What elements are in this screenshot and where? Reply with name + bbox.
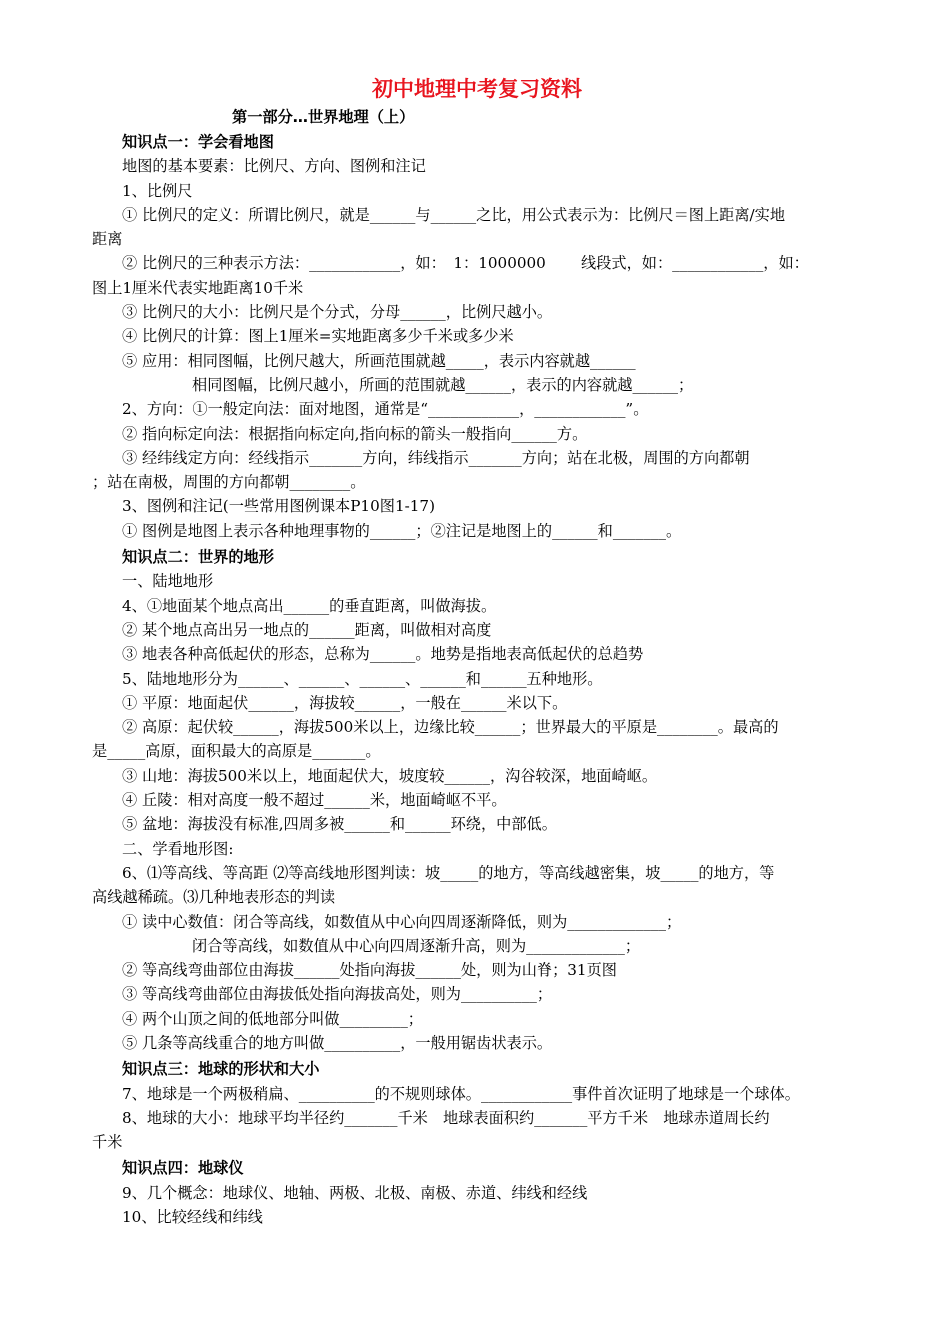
document-body — [92, 130, 862, 1229]
text-line: 1、比例尺 — [122, 181, 193, 200]
text-line: 图上1厘米代表实地距离10千米 — [92, 278, 304, 297]
text-line: 4、①地面某个地点高出______的垂直距离，叫做海拔。 — [122, 596, 497, 615]
text-line: 闭合等高线，如数值从中心向四周逐渐升高，则为_____________； — [192, 936, 641, 955]
text-line: ⑤ 几条等高线重合的地方叫做__________，一般用锯齿状表示。 — [122, 1033, 553, 1052]
text-line: ② 等高线弯曲部位由海拔______处指向海拔______处，则为山脊；31页图 — [122, 961, 617, 980]
text-line: 一、陆地地形 — [122, 572, 214, 591]
text-line: ④ 比例尺的计算：图上1厘米=实地距离多少千米或多少米 — [122, 327, 514, 346]
text-line: ③ 等高线弯曲部位由海拔低处指向海拔高处，则为__________； — [122, 985, 553, 1004]
text-line: 相同图幅，比例尺越小，所画的范围就越______，表示的内容就越______； — [192, 375, 694, 394]
text-line: ② 某个地点高出另一地点的______距离，叫做相对高度 — [122, 620, 492, 639]
text-line: 9、几个概念：地球仪、地轴、两极、北极、南极、赤道、纬线和经线 — [122, 1183, 588, 1202]
text-line: 千米 — [92, 1133, 123, 1152]
text-line: 8、地球的大小：地球平均半径约_______千米 地球表面积约_______平方千米 地球赤道周长约 — [122, 1108, 770, 1127]
text-line: 距离 — [92, 230, 123, 249]
text-line: ① 比例尺的定义：所谓比例尺，就是______与______之比，用公式表示为：比例尺＝图上距离/实地 — [122, 205, 786, 224]
text-line: ④ 两个山顶之间的低地部分叫做_________； — [122, 1009, 423, 1028]
text-line: 高线越稀疏。⑶几种地表形态的判读 — [92, 888, 335, 907]
text-line: 2、方向：①一般定向法：面对地图，通常是“____________，____________”。 — [122, 400, 649, 419]
text-line: 3、图例和注记(一些常用图例课本P10图1-17) — [122, 497, 435, 516]
text-line: 7、地球是一个两极稍扁、__________的不规则球体。____________事件首次证明了地球是一个球体。 — [122, 1084, 800, 1103]
section-heading: 知识点一：学会看地图 — [122, 133, 274, 151]
text-line: ① 读中心数值：闭合等高线，如数值从中心向四周逐渐降低，则为_____________； — [122, 912, 682, 931]
section-heading: 知识点四：地球仪 — [122, 1159, 244, 1178]
section-heading: 知识点二：世界的地形 — [122, 548, 274, 567]
section-subtitle: 第一部分…世界地理（上） — [232, 108, 415, 126]
text-line: ⑤ 盆地：海拔没有标准,四周多被______和______环绕，中部低。 — [122, 815, 557, 834]
text-line: ② 高原：起伏较______，海拔500米以上，边缘比较______；世界最大的平原是________。最高的 — [122, 718, 779, 737]
text-line: 是_____高原，面积最大的高原是_______。 — [92, 742, 381, 761]
text-line: 地图的基本要素：比例尺、方向、图例和注记 — [122, 157, 426, 176]
text-line: 二、学看地形图: — [122, 839, 234, 858]
text-line: ③ 经纬线定方向：经线指示_______方向，纬线指示_______方向；站在北极，周围的方向都朝 — [122, 448, 750, 467]
text-line: 10、比较经线和纬线 — [122, 1208, 263, 1227]
text-line: ④ 丘陵：相对高度一般不超过______米，地面崎岖不平。 — [122, 791, 507, 810]
text-line: ① 图例是地图上表示各种地理事物的______；②注记是地图上的______和_______。 — [122, 521, 682, 540]
text-line: ③ 地表各种高低起伏的形态，总称为______。地势是指地表高低起伏的总趋势 — [122, 645, 644, 664]
document-title: 初中地理中考复习资料 — [372, 77, 582, 101]
text-line: ③ 山地：海拔500米以上，地面起伏大，坡度较______，沟谷较深，地面崎岖。 — [122, 766, 658, 785]
text-line: ② 比例尺的三种表示方法：____________，如： 1：1000000 线段式，如：____________，如： — [122, 254, 809, 273]
text-line: ⑤ 应用：相同图幅，比例尺越大，所画范围就越_____，表示内容就越______ — [122, 351, 636, 370]
section-heading: 知识点三：地球的形状和大小 — [122, 1060, 320, 1079]
text-line: 5、陆地地形分为______、______、______、______和______五种地形。 — [122, 669, 603, 688]
text-line: 6、⑴等高线、等高距 ⑵等高线地形图判读：坡_____的地方，等高线越密集，坡_____的地方，等 — [122, 863, 775, 882]
text-line: ③ 比例尺的大小：比例尺是个分式，分母______，比例尺越小。 — [122, 303, 553, 322]
text-line: ① 平原：地面起伏______，海拔较______，一般在______米以下。 — [122, 693, 568, 712]
document-page — [92, 74, 862, 1229]
text-line: ② 指向标定向法：根据指向标定向,指向标的箭头一般指向______方。 — [122, 424, 588, 443]
text-line: ；站在南极，周围的方向都朝________。 — [92, 473, 366, 492]
